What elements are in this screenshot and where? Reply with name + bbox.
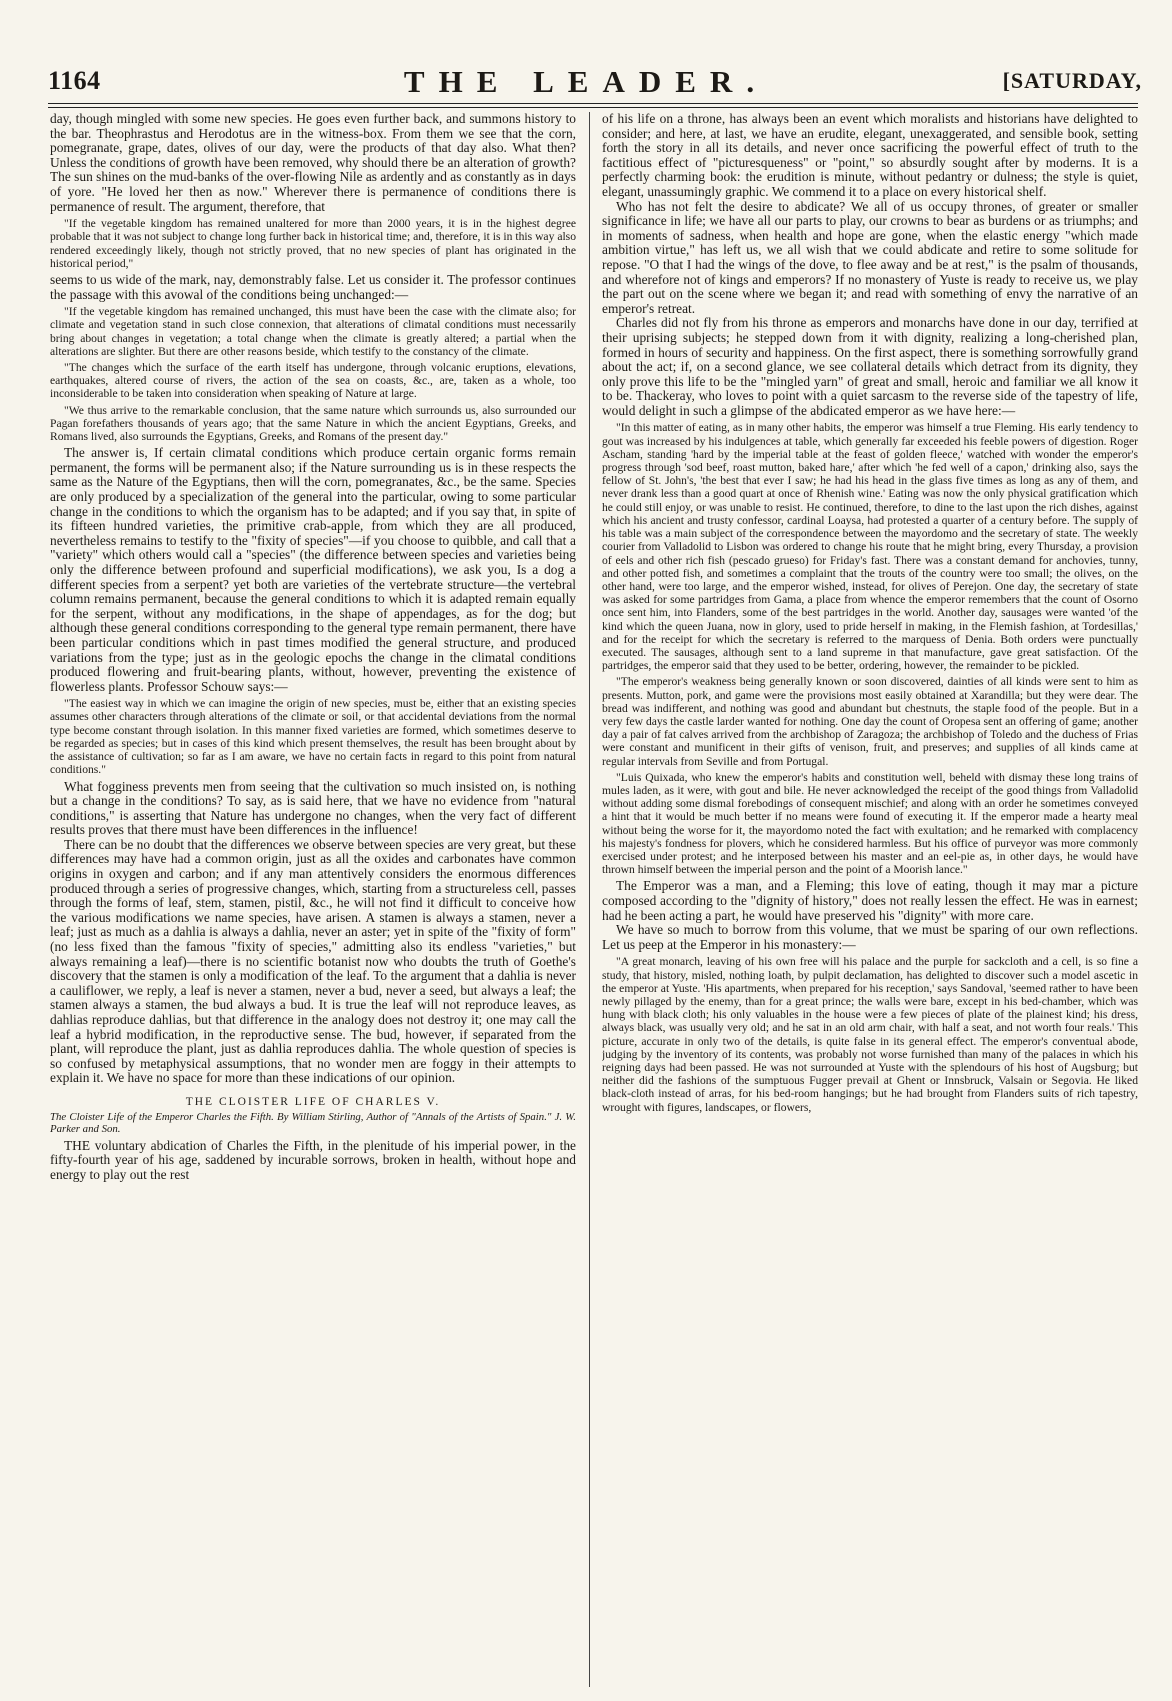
paragraph: day, though mingled with some new species. He goes even further back, and summons history to the bar. Theophrastus and Herodotus are in the witness-box. From them we see that the corn, pomegranate, grape, dates, olives of our day, were the products of that day also. What then? Unless the conditions of growth have been removed, why should there be an alteration of growth? The sun shines on the mud-banks of the over-flowing Nile as ardently and as constantly as in days of yore. "He loved her then as now." Wherever there is permanence of conditions there is permanence of result. The argument, therefore, that: [50, 112, 576, 214]
paragraph: The answer is, If certain climatal conditions which produce certain organic forms remain permanent, the forms will be permanent also; if the Nature surrounding us is in these respects the same as the Nature of the Egyptians, then will the corn, pomegranates, &c., be the same. Species are only produced by a specialization of the general into the particular, owing to some particular change in the conditions to which the organism has to be adapted; and if you say that, in spite of its fifteen hundred varieties, the primitive crab-apple, from which they are all produced, nevertheless remains to testify to the "fixity of species"—if you choose to quibble, and call that a "variety" which others would call a "species" (the difference between species and varieties being only the difference between profound and superficial modifications), we ask you, Is a dog a different species from a serpent? yet both are varieties of the vertebrate structure—the vertebral column remains permanent, because the general conditions to which it is adapted remain equally for the serpent, without any modifications, in the shape of appendages, as for the dog; but although these general conditions corresponding to the general type remain permanent, there have been particular conditions which in past times modified the general structure, and produced variations from the type; just as in the geologic epochs the change in the climatal conditions produced flowering and fruit-bearing plants, without, however, preventing the existence of flowerless plants. Professor Schouw says:—: [50, 445, 576, 694]
paragraph: We have so much to borrow from this volume, that we must be sparing of our own reflections. Let us peep at the Emperor in his monastery:—: [602, 922, 1138, 952]
book-citation: The Cloister Life of the Emperor Charles the Fifth. By William Stirling, Author of "Annals of the Artists of Spain." J. W. Parker and Son.: [50, 1110, 576, 1136]
block-quote: "In this matter of eating, as in many other habits, the emperor was himself a true Fleming. His early tendency to gout was increased by his indulgences at table, which generally far exceeded his feeble powers of digestion. Roger Ascham, standing 'hard by the imperial table at the feast of golden fleece,' watched with wonder the emperor's progress through 'sod beef, roast mutton, baked hare,' after which 'he fed well of a capon,' drinking also, says the fellow of St. John's, 'the best that ever I saw; he had his head in the glass five times as long as any of them, and never drank less than a good quart at once of Rhenish wine.' Eating was now the only physical gratification which he could still enjoy, or was unable to resist. He continued, therefore, to dine to the last upon the rich dishes, against which his ancient and trusty confessor, cardinal Loaysa, had protested a quarter of a century before. The supply of his table was a main subject of the correspondence between the mayordomo and the secretary of state. The weekly courier from Valladolid to Lisbon was ordered to change his route that he might bring, every Thursday, a provision of eels and other rich fish (pescado grueso) for Friday's fast. There was a constant demand for anchovies, tunny, and other potted fish, and sometimes a complaint that the trouts of the country were too small; the olives, on the other hand, were too large, and the emperor wished, instead, for olives of Perejon. One day, the secretary of state was asked for some partridges from Gama, a place from whence the emperor remembers that the count of Osorno once sent him, into Flanders, some of the best partridges in the world. Another day, sausages were wanted 'of the kind which the queen Juana, now in glory, used to pride herself in making, in the Flemish fashion, at Tordesillas,' and for the receipt for which the secretary is referred to the marquess of Denia. Both orders were punctually executed. The sausages, although sent to a land supreme in that manufacture, gave great satisfaction. Of the partridges, the emperor said that they used to be better, ordering, however, the remainder to be pickled.: [602, 421, 1138, 673]
block-quote: "If the vegetable kingdom has remained unaltered for more than 2000 years, it is in the highest degree probable that it was not subject to change long further back in historical time; and, therefore, it is in this way also rendered exceedingly likely, though not strictly proved, that no new species of plant has originated in the historical period,": [50, 217, 576, 270]
block-quote: "The changes which the surface of the earth itself has undergone, through volcanic eruptions, elevations, earthquakes, altered course of rivers, the action of the sea on coasts, &c., are, taken as a whole, too inconsiderable to be taken into consideration when speaking of Nature at large.: [50, 360, 576, 401]
issue-day: [SATURDAY,: [1002, 68, 1142, 93]
block-quote: "The emperor's weakness being generally known or soon discovered, dainties of all kinds were sent to him as presents. Mutton, pork, and game were the provisions most easily obtained at Xarandilla; but they were dear. The bread was indifferent, and nothing was good and abundant but chestnuts, the staple food of the people. But in a very few days the castle larder wanted for nothing. One day the count of Oropesa sent an offering of game; another day a pair of fat calves arrived from the archbishop of Zaragoza; the archbishop of Toledo and the duchess of Frias were constant and munificent in their gifts of venison, fruit, and preserves; and supplies of all kinds came at regular intervals from Seville and from Portugal.: [602, 675, 1138, 768]
block-quote: "Luis Quixada, who knew the emperor's habits and constitution well, beheld with dismay these long trains of mules laden, as it were, with gout and bile. He never acknowledged the receipt of the good things from Valladolid without adding some dismal forebodings of consequent mischief; and along with an order he sometimes conveyed a hint that it would be much better if no means were found of executing it. If the emperor made a hearty meal without being the worse for it, the mayordomo noted the fact with exultation; and he remarked with complacency his majesty's fondness for plovers, which he considered harmless. But his office of purveyor was more commonly exercised under protest; and he interposed between his master and an eel-pie as, in other days, he would have thrown himself between the imperial person and the point of a Moorish lance.": [602, 770, 1138, 877]
paragraph: What fogginess prevents men from seeing that the cultivation so much insisted on, is nothing but a change in the conditions? To say, as is said here, that we have no evidence from "natural conditions," is asserting that Nature has undergone no changes, when the very fact of different results proves that there must have been differences in the influence!: [50, 778, 576, 838]
column-divider: [589, 112, 590, 1687]
right-column: [602, 112, 1138, 1701]
block-quote: "The easiest way in which we can imagine the origin of new species, must be, either that an existing species assumes other characters through alterations of the climate or soil, or that accidental deviations from the normal type become constant through isolation. In this manner fixed varieties are formed, which sometimes deserve to be regarded as species; but in cases of this kind which present themselves, the result has been brought about by the assistance of cultivation; so far as I am aware, we have no certain facts in regard to this point from natural conditions.": [50, 697, 576, 777]
block-quote: "A great monarch, leaving of his own free will his palace and the purple for sackcloth and a cell, is so fine a study, that history, misled, nothing loath, by pulpit declamation, has delighted to discover such a model ascetic in the emperor at Yuste. 'His apartments, when prepared for his reception,' says Sandoval, 'seemed rather to have been newly pillaged by the enemy, than for a great prince; the walls were bare, except in his bed-chamber, which was hung with black cloth; his only valuables in the house were a few pieces of plate of the plainest kind; his dress, always black, was usually very old; and he sat in an old arm chair, with half a seat, and not worth four reals.' This picture, accurate in only two of the details, is quite false in its general effect. The emperor's conventual abode, judging by the inventory of its contents, was probably not worse furnished than many of the palaces in which his reigning days had been passed. He was not surrounded at Yuste with the splendours of his host of Augsburg; but neither did the fashions of the sumptuous Fugger prevail at Ghent or Innsbruck, Valsain or Segovia. He liked black-cloth instead of arras, for his bed-room hangings; but he had brought from Flanders suits of rich tapestry, wrought with figures, landscapes, or flowers,: [602, 955, 1138, 1114]
paragraph: Charles did not fly from his throne as emperors and monarchs have done in our day, terrified at their uprising subjects; he stepped down from it with dignity, realizing a long-cherished plan, formed in hours of security and happiness. On the first aspect, there is something sorrowfully grand about the act; if, on a second glance, we see collateral details which detract from its dignity, they only prove this life to be the "mingled yarn" of great and small, heroic and familiar we all know it to be. Thackeray, who loves to point with a quiet sarcasm to the reverse side of the tapestry of life, would delight in such a glimpse of the abdicated emperor as we have here:—: [602, 315, 1138, 418]
header-rule: [48, 103, 1138, 104]
paragraph: seems to us wide of the mark, nay, demonstrably false. Let us consider it. The professor continues the passage with this avowal of the conditions being unchanged:—: [50, 271, 576, 302]
paragraph: of his life on a throne, has always been an event which moralists and historians have delighted to consider; and here, at last, we have an erudite, elegant, unexaggerated, and sensible book, setting forth the story in all its details, and never once sacrificing the powerful effect of truth to the factitious effect of "picturesqueness" or "point," so absurdly sought after by moderns. It is a perfectly charming book: the erudition is minute, without pedantry or dulness; the style is quiet, elegant, unassumingly graphic. We commend it to a place on every historical shelf.: [602, 112, 1138, 199]
paragraph: THE voluntary abdication of Charles the Fifth, in the plenitude of his imperial power, in the fifty-fourth year of his age, saddened by incurable sorrows, broken in health, without hope and energy to play out the rest: [50, 1137, 576, 1182]
paragraph: There can be no doubt that the differences we observe between species are very great, but these differences may have had a common origin, just as all the oxides and carbonates have common origins in oxygen and carbon; and if any man attentively considers the enormous differences produced through a series of progressive changes, which, starting from a structureless cell, passes through the forms of leaf, stem, stamen, pistil, &c., he will not find it difficult to conceive how the various modifications we name species, have arisen. A stamen is always a stamen, never a leaf; just as much as a dahlia is always a dahlia, never an aster; yet in spite of the "fixity of form" (no less fixed than the famous "fixity of species," admitting also its endless "varieties," but always remaining a leaf)—there is no scientific botanist now who doubts the truth of Goethe's discovery that the stamen is only a modification of the leaf. To the argument that a dahlia is never a cauliflower, we reply, a leaf is never a stamen, never a bud, never a seed, but always a leaf; the stamen always a stamen, the bud always a bud. It is true the leaf will not reproduce leaves, as dahlias reproduce dahlias, but that difference in the analogy does not destroy it; one may call the leaf a hybrid modification, in the reproductive sense. The bud, however, if separated from the plant, will reproduce the plant, just as dahlia reproduces dahlia. The whole question of species is so confused by metaphysical assumptions, that no wonder men are foggy in their attempts to explain it. We have no space for more than these indications of our opinion.: [50, 836, 576, 1086]
page-number: 1164: [48, 66, 101, 95]
left-column: [50, 112, 576, 1701]
newspaper-title: THE LEADER.: [403, 64, 769, 99]
block-quote: "If the vegetable kingdom has remained unchanged, this must have been the case with the climate also; for climate and vegetation stand in such close connexion, that alterations of climatal conditions must necessarily bring about changes in vegetation; a total change when the climate is greatly altered; a partial when the alterations are slighter. But there are other reasons beside, which testify to the constancy of the climate.: [50, 305, 576, 358]
masthead: [30, 62, 1142, 102]
paragraph: The Emperor was a man, and a Fleming; this love of eating, though it may mar a picture composed according to the "dignity of history," does not really lessen the effect. He was in earnest; had he been acting a part, he would have preserved his "dignity" with more care.: [602, 878, 1138, 923]
paragraph: Who has not felt the desire to abdicate? We all of us occupy thrones, of greater or smaller significance in life; we have all our parts to play, our crowns to bear as burdens or as triumphs; and in moments of sadness, when health and hope are gone, when the elastic energy "which made ambition virtue," has left us, we all wish that we could abdicate and retire to some solitude for repose. "O that I had the wings of the dove, to flee away and be at rest," is the psalm of thousands, and wherefore not of kings and emperors? If no monastery of Yuste is ready to receive us, we play the part out on the scene where we began it; and read with something of envy the narrative of an emperor's retreat.: [602, 198, 1138, 316]
review-heading: THE CLOISTER LIFE OF CHARLES V.: [185, 1095, 441, 1108]
block-quote: "We thus arrive to the remarkable conclusion, that the same nature which surrounds us, also surrounded our Pagan forefathers thousands of years ago; that the same Nature in which the ancient Egyptians, Greeks, and Romans lived, also surrounds the Egyptians, Greeks, and Romans of the present day.": [50, 403, 576, 443]
header-rule-thin: [48, 107, 1138, 108]
